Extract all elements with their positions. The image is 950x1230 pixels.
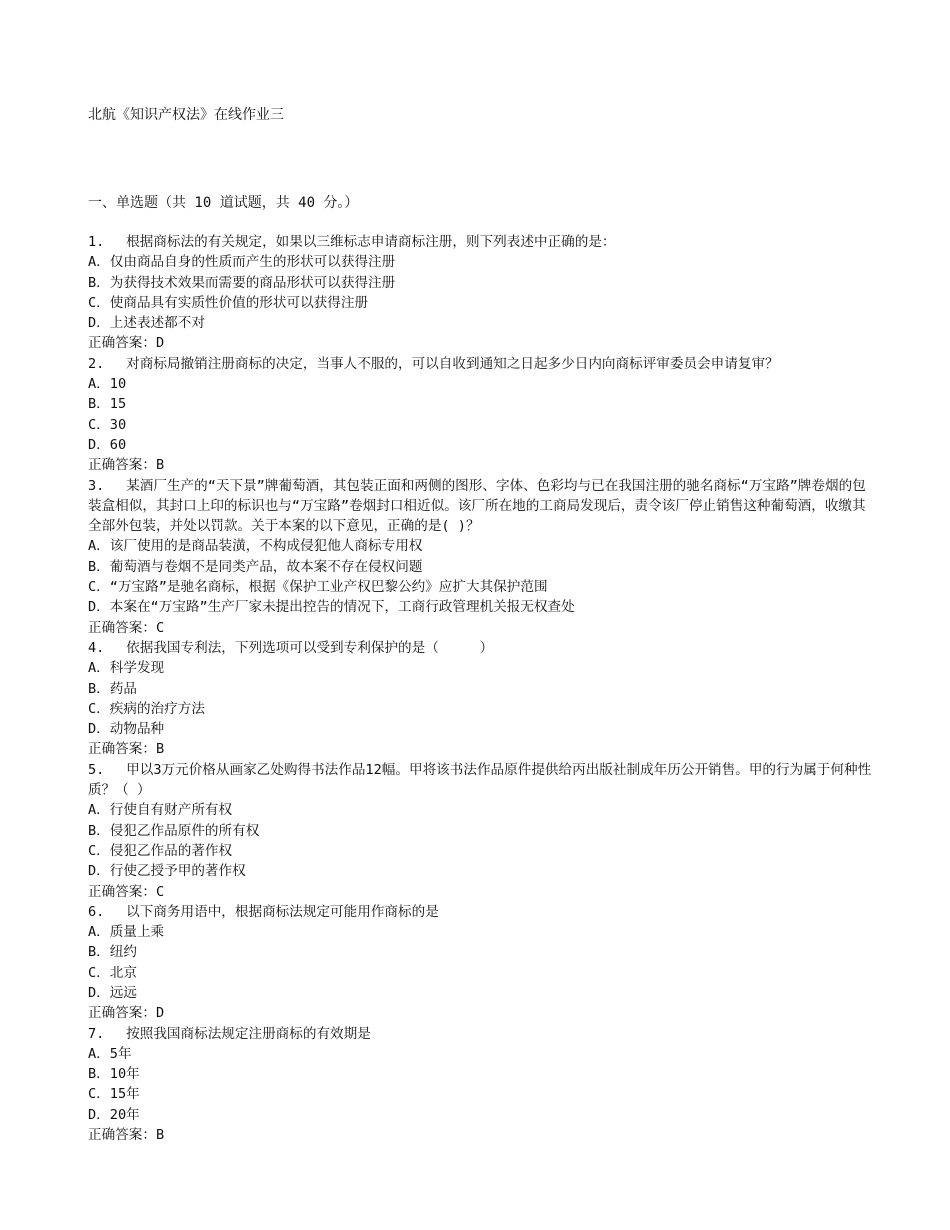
option-c: C．使商品具有实质性价值的形状可以获得注册 [88,294,369,311]
question-3 [88,476,878,638]
question-list [88,232,878,1145]
section-heading: 一、单选题（共 10 道试题，共 40 分。） [88,195,359,211]
option-c: C．15年 [88,1086,140,1103]
option-a: A．质量上乘 [88,924,165,941]
question-stem: 5. 甲以3万元价格从画家乙处购得书法作品12幅。甲将该书法作品原件提供给丙出版社制成年历公开销售。甲的行为属于何种性质？（ ） [88,761,872,799]
correct-answer: 正确答案：B [88,741,165,758]
option-c: C．“万宝路”是驰名商标，根据《保护工业产权巴黎公约》应扩大其保护范围 [88,579,548,596]
option-a: A．该厂使用的是商品装潢，不构成侵犯他人商标专用权 [88,538,423,555]
option-a: A．科学发现 [88,660,165,677]
question-stem: 6. 以下商务用语中，根据商标法规定可能用作商标的是 [88,903,439,920]
question-7 [88,1024,878,1146]
option-d: D．上述表述都不对 [88,315,205,332]
option-d: D．本案在“万宝路”生产厂家未提出控告的情况下，工商行政管理机关报无权查处 [88,599,575,616]
correct-answer: 正确答案：B [88,457,165,474]
option-b: B．15 [88,396,127,413]
question-stem: 3. 某酒厂生产的“天下景”牌葡萄酒，其包装正面和两侧的图形、字体、色彩均与已在我国注册的驰名商标“万宝路”牌卷烟的包装盒相似，其封口上印的标识也与“万宝路”卷烟封口相近似。该厂所在地的工商局发现后，责令该厂停止销售这种葡萄酒，收缴其全部外包装，并处以罚款。关于本案的以下意见，正确的是( )？ [88,477,866,535]
option-d: D．60 [88,436,127,453]
option-c: C．疾病的治疗方法 [88,700,205,717]
option-a: A．10 [88,376,127,393]
option-d: D．远远 [88,984,137,1001]
question-2 [88,354,878,476]
correct-answer: 正确答案：B [88,1127,165,1144]
option-d: D．行使乙授予甲的著作权 [88,863,246,880]
option-b: B．纽约 [88,944,137,961]
option-b: B．侵犯乙作品原件的所有权 [88,822,260,839]
option-d: D．20年 [88,1106,140,1123]
correct-answer: 正确答案：C [88,883,165,900]
question-5 [88,760,878,902]
correct-answer: 正确答案：C [88,619,165,636]
option-d: D．动物品种 [88,721,165,738]
option-c: C．侵犯乙作品的著作权 [88,842,233,859]
option-a: A．5年 [88,1045,132,1062]
question-4 [88,638,878,760]
question-stem: 1. 根据商标法的有关规定，如果以三维标志申请商标注册，则下列表述中正确的是： [88,234,616,250]
correct-answer: 正确答案：D [88,1005,165,1022]
question-stem: 7. 按照我国商标法规定注册商标的有效期是 [88,1025,371,1042]
question-6 [88,902,878,1024]
option-b: B．10年 [88,1066,140,1083]
option-a: A．仅由商品自身的性质而产生的形状可以获得注册 [88,254,396,271]
correct-answer: 正确答案：D [88,335,165,352]
option-c: C．北京 [88,964,137,981]
question-stem: 2. 对商标局撤销注册商标的决定，当事人不服的，可以自收到通知之日起多少日内向商标评审委员会申请复审？ [88,355,779,372]
document-title: 北航《知识产权法》在线作业三 [88,107,284,123]
question-stem: 4. 依据我国专利法，下列选项可以受到专利保护的是（ ） [88,639,494,656]
option-a: A．行使自有财产所有权 [88,802,233,819]
option-b: B．葡萄酒与卷烟不是同类产品，故本案不存在侵权问题 [88,558,423,575]
option-c: C．30 [88,416,127,433]
question-1 [88,232,878,354]
option-b: B．药品 [88,680,137,697]
option-b: B．为获得技术效果而需要的商品形状可以获得注册 [88,274,396,291]
